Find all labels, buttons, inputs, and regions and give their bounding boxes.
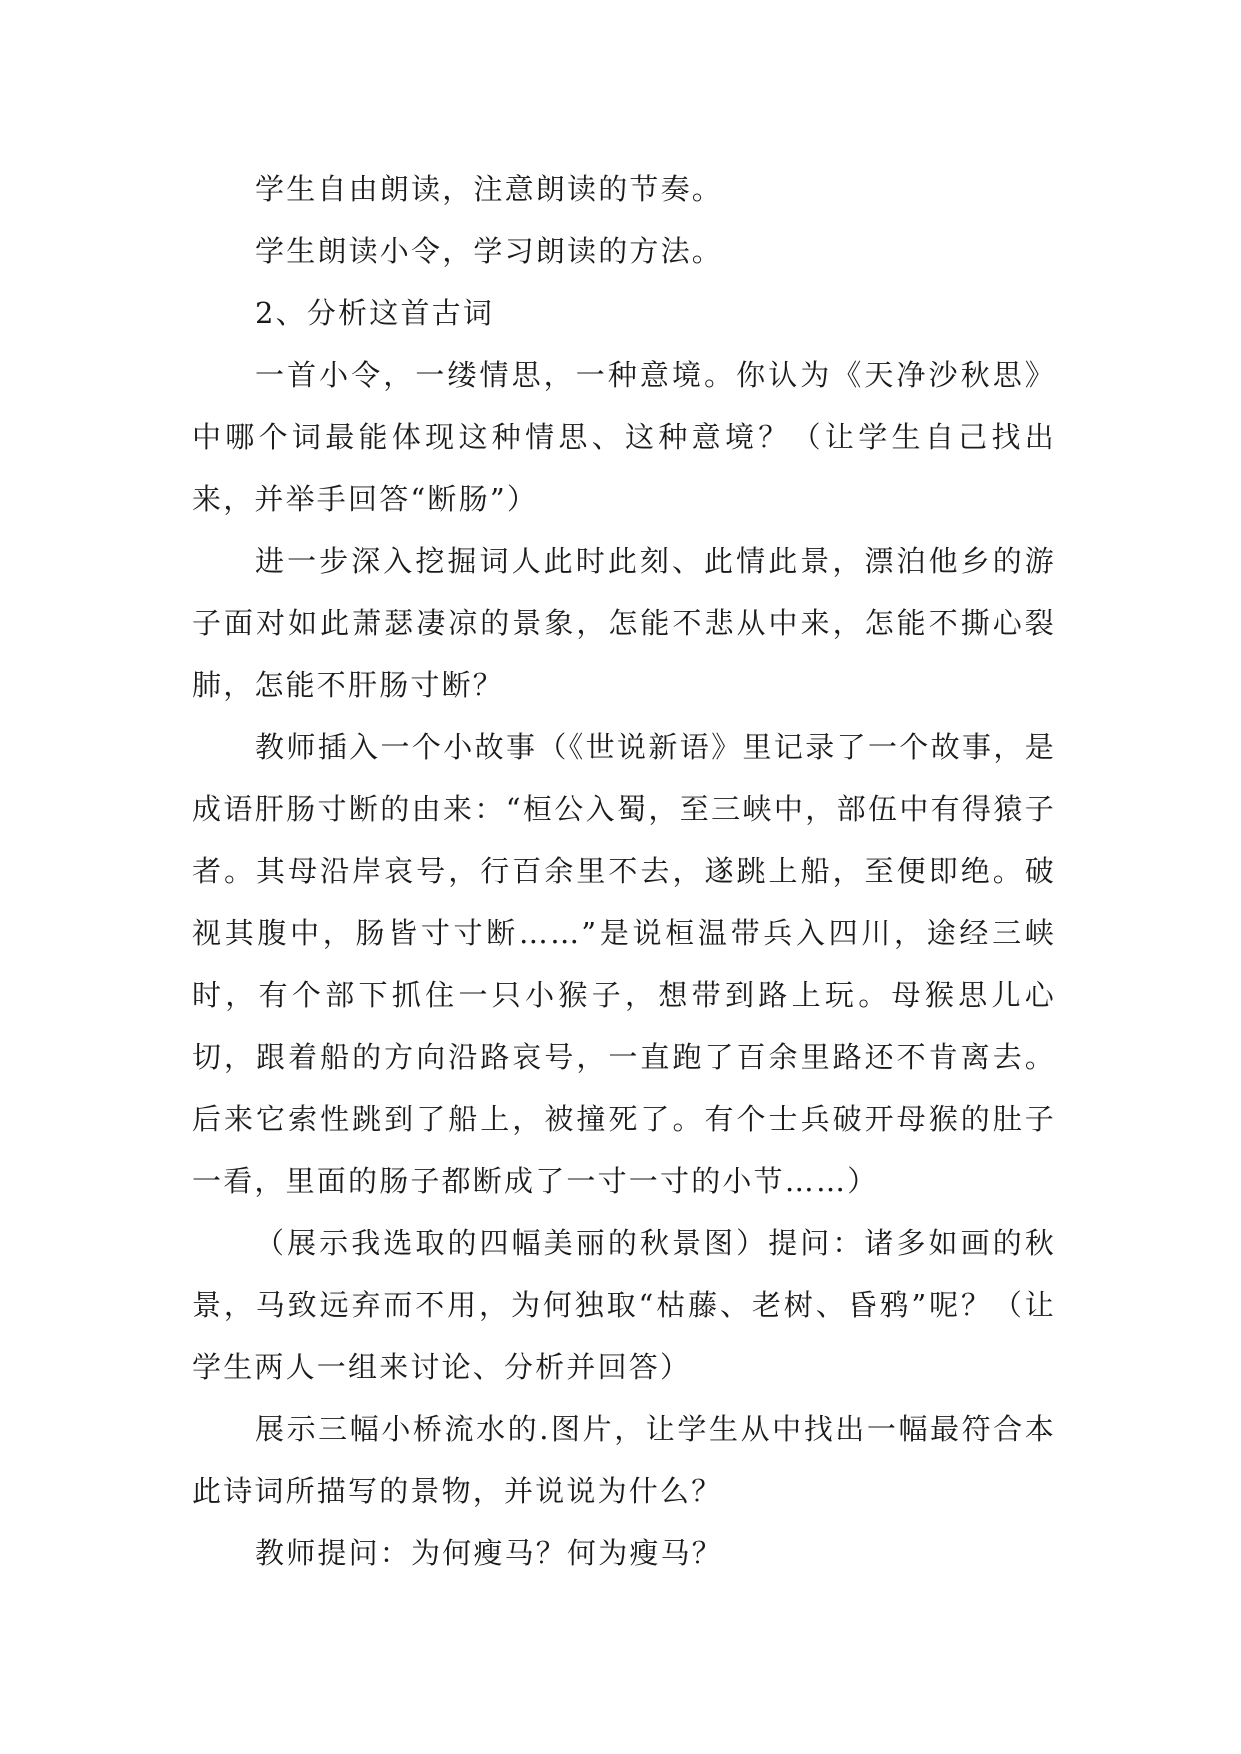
paragraph-read-xiaoling: 学生朗读小令，学习朗读的方法。: [255, 234, 724, 268]
paragraph-deep-dig: 进一步深入挖掘词人此时此刻、此情此景，漂泊他乡的游子面对如此萧瑟凄凉的景象，怎能不悲从中来，怎能不撕心裂肺，怎能不肝肠寸断？: [192, 544, 1056, 702]
paragraph-thin-horse: 教师提问：为何瘦马？何为瘦马？: [255, 1536, 724, 1570]
section-heading-analysis: 2、分析这首古词: [255, 296, 495, 330]
paragraph-bridge-images: 展示三幅小桥流水的.图片，让学生从中找出一幅最符合本此诗词所描写的景物，并说说为什么？: [192, 1412, 1056, 1508]
paragraph-read-freely: 学生自由朗读，注意朗读的节奏。: [255, 172, 724, 206]
paragraph-question-duanchang: 一首小令，一缕情思，一种意境。你认为《天净沙秋思》中哪个词最能体现这种情思、这种意境？（让学生自己找出来，并举手回答“断肠”）: [192, 358, 1056, 516]
paragraph-story: 教师插入一个小故事（《世说新语》里记录了一个故事，是成语肝肠寸断的由来：“桓公入蜀，至三峡中，部伍中有得猿子者。其母沿岸哀号，行百余里不去，遂跳上船，至便即绝。破视其腹中，肠皆寸寸断……”是说桓温带兵入四川，途经三峡时，有个部下抓住一只小猴子，想带到路上玩。母猴思儿心切，跟着船的方向沿路哀号，一直跑了百余里路还不肯离去。后来它索性跳到了船上，被撞死了。有个士兵破开母猴的肚子一看，里面的肠子都断成了一寸一寸的小节……）: [192, 730, 1056, 1198]
document-page: [192, 158, 1056, 1584]
paragraph-autumn-images: （展示我选取的四幅美丽的秋景图）提问：诸多如画的秋景，马致远弃而不用，为何独取“枯藤、老树、昏鸦”呢？（让学生两人一组来讨论、分析并回答）: [192, 1226, 1056, 1384]
